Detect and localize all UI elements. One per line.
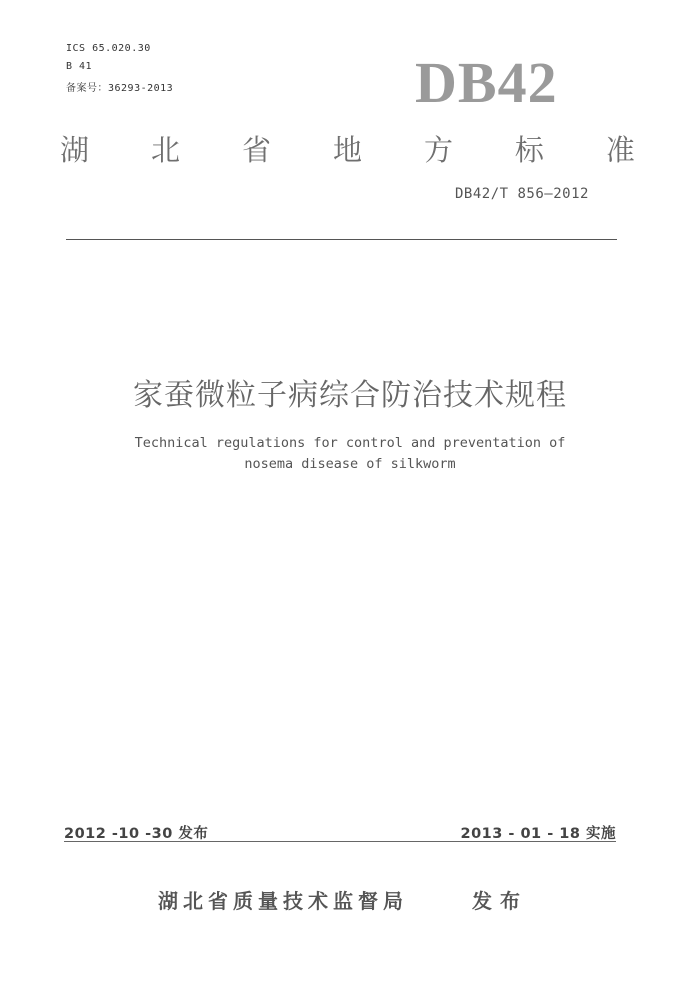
ccs-code: B 41 [66,61,93,72]
header-divider [66,239,617,240]
standard-type-char: 标 [514,133,544,167]
footer-divider [64,841,616,842]
title-english-line: nosema disease of silkworm [244,456,456,472]
db42-logo: DB42 [415,50,558,115]
standard-type-char: 准 [605,133,635,167]
title-chinese: 家蚕微粒子病综合防治技术规程 [133,378,567,413]
standard-type-char: 省 [241,133,271,167]
title-english-line: Technical regulations for control and preventation of [134,435,566,451]
ics-code: ICS 65.020.30 [66,43,151,54]
standard-type-char: 湖 [60,133,90,167]
standard-type-char: 方 [423,133,453,167]
issued-label: 发布 [472,889,528,913]
standard-type [60,128,635,169]
issuing-authority: 湖北省质量技术监督局 [158,889,408,913]
implement-date: 2013 - 01 - 18 实施 [460,826,616,842]
record-number: 备案号：36293-2013 [66,83,174,94]
title-english [0,433,700,475]
standard-type-char: 北 [150,133,180,167]
publish-date: 2012 -10 -30 发布 [64,826,209,842]
standard-number: DB42/T 856—2012 [455,186,589,202]
standard-type-char: 地 [332,133,362,167]
